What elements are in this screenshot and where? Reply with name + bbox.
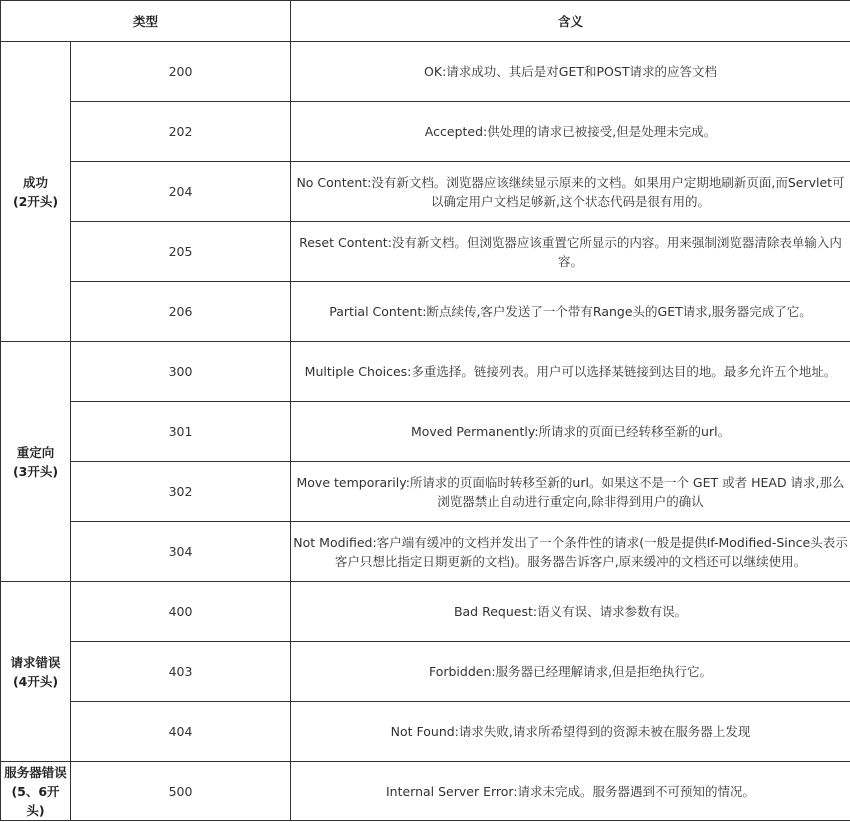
- status-meaning: Moved Permanently:所请求的页面已经转移至新的url。: [291, 402, 850, 462]
- group-title: 成功: [22, 174, 48, 190]
- status-meaning: Forbidden:服务器已经理解请求,但是拒绝执行它。: [291, 642, 850, 702]
- group-subtitle: (3开头): [12, 463, 59, 479]
- table-row: [1, 102, 850, 162]
- group-success-cell: [1, 42, 71, 342]
- status-code: 400: [71, 582, 291, 642]
- status-meaning: Bad Request:语义有误、请求参数有误。: [291, 582, 850, 642]
- group-subtitle: (4开头): [12, 673, 59, 689]
- table-row: [1, 522, 850, 582]
- status-meaning: Not Modified:客户端有缓冲的文档并发出了一个条件性的请求(一般是提供If-Modified-Since头表示客户只想比指定日期更新的文档)。服务器告诉客户,原来缓冲的文档还可以继续使用。: [291, 522, 850, 582]
- status-meaning: Internal Server Error:请求未完成。服务器遇到不可预知的情况。: [291, 762, 850, 821]
- status-code: 403: [71, 642, 291, 702]
- status-meaning: OK:请求成功、其后是对GET和POST请求的应答文档: [291, 42, 850, 102]
- table-row: [1, 462, 850, 522]
- status-code: 204: [71, 162, 291, 222]
- status-meaning: Reset Content:没有新文档。但浏览器应该重置它所显示的内容。用来强制浏览器清除表单输入内容。: [291, 222, 850, 282]
- type-header: 类型: [1, 1, 291, 42]
- table-header-row: [1, 1, 850, 42]
- group-title: 服务器错误: [4, 764, 67, 780]
- group-redirect-cell: [1, 342, 71, 582]
- table-row: [1, 762, 850, 821]
- status-code: 304: [71, 522, 291, 582]
- table-row: [1, 342, 850, 402]
- status-meaning: Multiple Choices:多重选择。链接列表。用户可以选择某链接到达目的地。最多允许五个地址。: [291, 342, 850, 402]
- status-code: 205: [71, 222, 291, 282]
- status-meaning: Partial Content:断点续传,客户发送了一个带有Range头的GET请求,服务器完成了它。: [291, 282, 850, 342]
- status-code: 301: [71, 402, 291, 462]
- group-title: 请求错误: [10, 654, 61, 670]
- status-meaning: Move temporarily:所请求的页面临时转移至新的url。如果这不是一个 GET 或者 HEAD 请求,那么浏览器禁止自动进行重定向,除非得到用户的确认: [291, 462, 850, 522]
- status-code: 300: [71, 342, 291, 402]
- table-row: [1, 162, 850, 222]
- status-code: 206: [71, 282, 291, 342]
- status-code: 202: [71, 102, 291, 162]
- status-meaning: No Content:没有新文档。浏览器应该继续显示原来的文档。如果用户定期地刷新页面,而Servlet可以确定用户文档足够新,这个状态代码是很有用的。: [291, 162, 850, 222]
- table-row: [1, 42, 850, 102]
- status-meaning: Accepted:供处理的请求已被接受,但是处理未完成。: [291, 102, 850, 162]
- group-server-error-cell: [1, 762, 71, 821]
- table-row: [1, 282, 850, 342]
- group-subtitle: (5、6开头): [11, 783, 60, 818]
- status-code: 302: [71, 462, 291, 522]
- status-meaning: Not Found:请求失败,请求所希望得到的资源未被在服务器上发现: [291, 702, 850, 762]
- status-code: 404: [71, 702, 291, 762]
- table-row: [1, 222, 850, 282]
- status-code: 200: [71, 42, 291, 102]
- meaning-header: 含义: [291, 1, 850, 42]
- table-row: [1, 642, 850, 702]
- group-subtitle: (2开头): [12, 193, 59, 209]
- table-row: [1, 582, 850, 642]
- status-code: 500: [71, 762, 291, 821]
- table-row: [1, 402, 850, 462]
- group-title: 重定向: [16, 444, 55, 460]
- table-row: [1, 702, 850, 762]
- group-client-error-cell: [1, 582, 71, 762]
